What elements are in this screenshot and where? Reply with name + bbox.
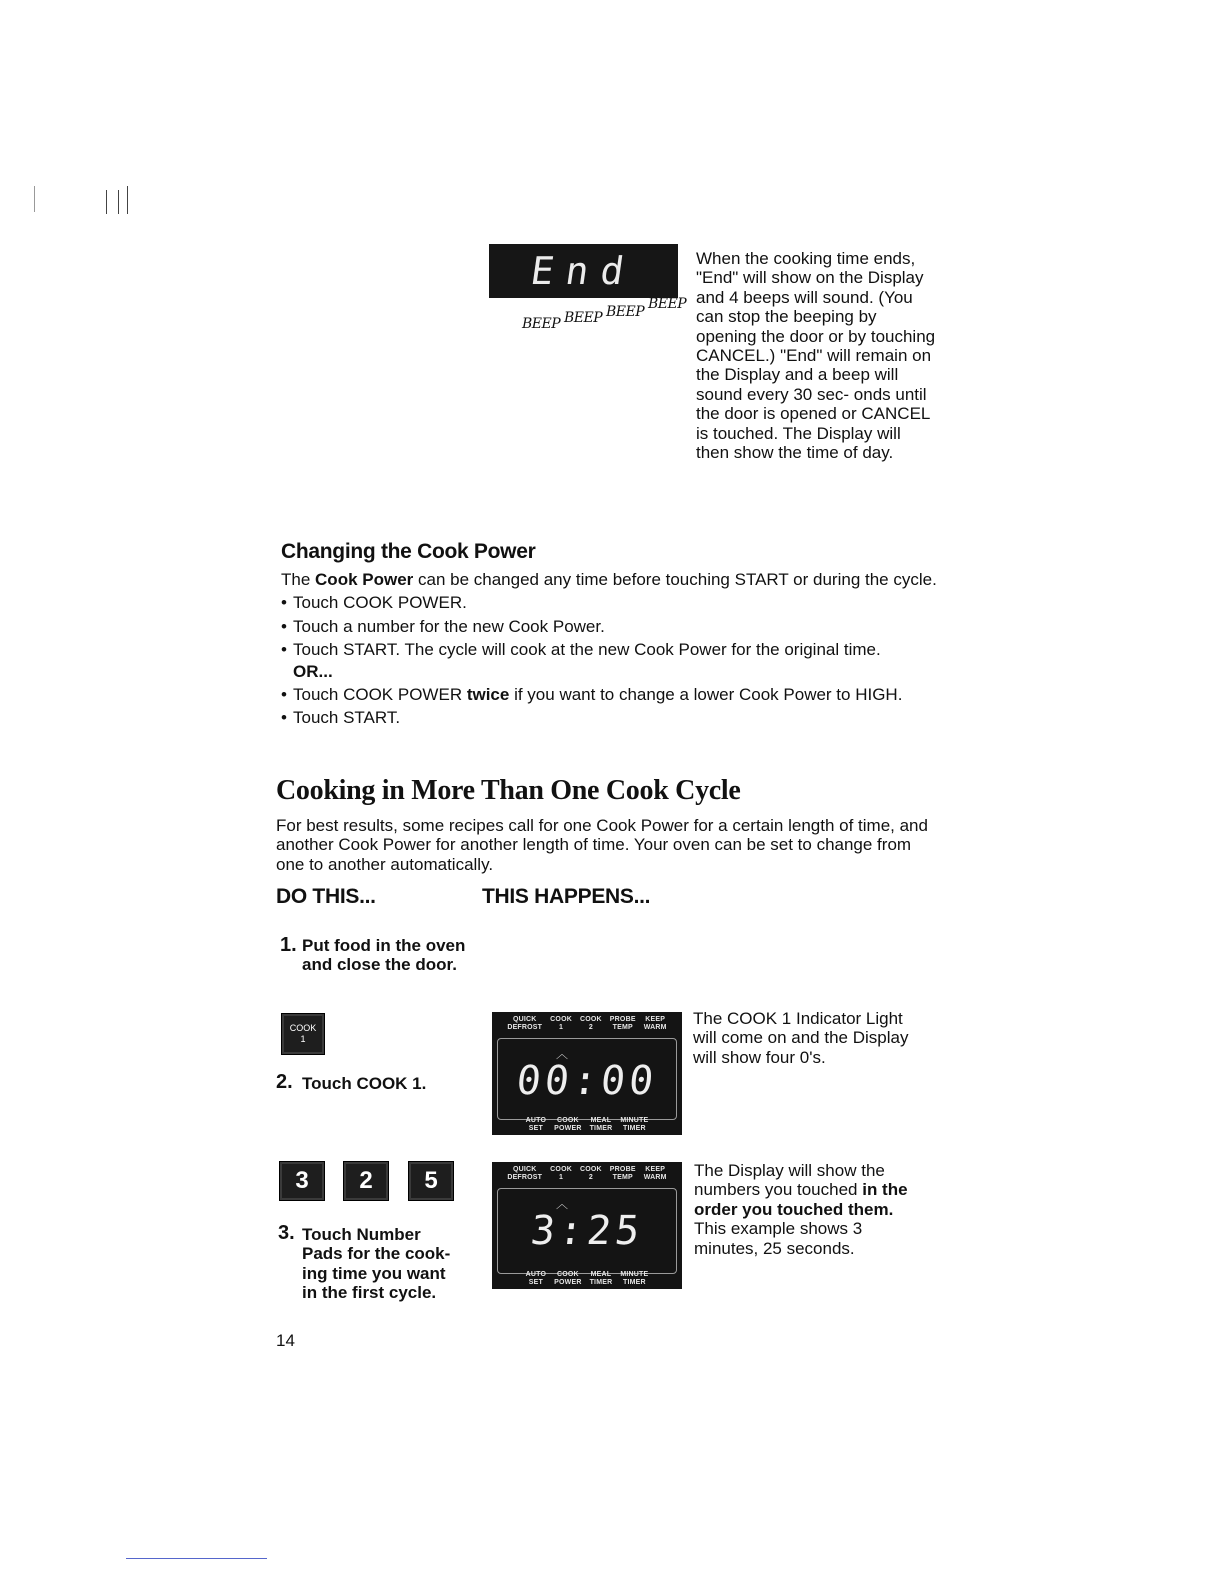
panel-label: QUICK DEFROST — [507, 1016, 543, 1031]
beep-word: BEEP — [606, 304, 645, 320]
cook-cycle-intro: For best results, some recipes call for one Cook Power for a certain length of time, and another Cook Power for another length of time. Your oven can be set to change from one to another automatically. — [276, 816, 928, 874]
step-instruction: Put food in the oven and close the door. — [302, 936, 466, 975]
end-note-paragraph: When the cooking time ends, "End" will show on the Display and 4 beeps will sound. (You can stop the beeping by opening the door or by touching CANCEL.) "End" will remain on the Display and a beep will sound every 30 sec- onds until the door is opened or CANCEL is touched. The Display will then show the time of day. — [696, 249, 936, 463]
panel-label: KEEP WARM — [643, 1016, 667, 1031]
scan-mark — [127, 186, 128, 214]
this-happens-heading: THIS HAPPENS... — [482, 885, 651, 908]
indicator-caret-icon: ︿ — [556, 1047, 569, 1061]
panel-label: AUTO SET — [525, 1117, 547, 1132]
beep-lettering — [522, 296, 692, 344]
page-number: 14 — [276, 1331, 295, 1350]
changing-cook-power-heading: Changing the Cook Power — [281, 540, 536, 563]
cook-cycle-heading: Cooking in More Than One Cook Cycle — [276, 775, 741, 806]
panel-label: MINUTE TIMER — [620, 1271, 649, 1286]
step-number: 2. — [276, 1071, 293, 1093]
panel-label: MINUTE TIMER — [620, 1117, 649, 1132]
do-this-heading: DO THIS... — [276, 885, 376, 908]
end-display-text: End — [528, 249, 639, 293]
step-instruction: Touch Number Pads for the cook- ing time you want in the first cycle. — [302, 1225, 451, 1303]
indicator-caret-icon: ︿ — [556, 1197, 569, 1211]
keypad-label: 1 — [300, 1034, 306, 1044]
panel-label: COOK 2 — [579, 1016, 602, 1031]
changing-steps-list — [281, 593, 941, 659]
beep-word: BEEP — [522, 316, 561, 332]
panel-label: KEEP WARM — [643, 1166, 667, 1181]
panel-label: COOK 2 — [579, 1166, 602, 1181]
number-pad-5[interactable]: 5 — [408, 1161, 454, 1201]
keypad-label: COOK — [289, 1023, 317, 1033]
list-item: • Touch START. — [281, 708, 941, 727]
scan-mark — [106, 190, 107, 214]
panel-screen — [497, 1038, 677, 1120]
changing-steps-list-alt — [281, 685, 941, 728]
beep-word: BEEP — [564, 310, 603, 326]
panel-label: COOK 1 — [550, 1016, 572, 1031]
panel-label: QUICK DEFROST — [507, 1166, 543, 1181]
panel-bottom-labels — [492, 1271, 682, 1286]
step-number: 3. — [278, 1222, 295, 1244]
step-3-result: The Display will show the numbers you touched in the order you touched them. This example shows 3 minutes, 25 seconds. — [694, 1161, 908, 1258]
scan-mark — [118, 190, 119, 214]
step-2-result: The COOK 1 Indicator Light will come on and the Display will show four 0's. — [693, 1009, 909, 1067]
control-panel-display — [492, 1012, 682, 1135]
or-divider-text: OR... — [293, 661, 333, 681]
changing-intro: The Cook Power can be changed any time before touching START or during the cycle. — [281, 570, 937, 589]
cook-1-keypad[interactable] — [281, 1013, 325, 1055]
end-display-graphic — [489, 244, 678, 298]
panel-label: PROBE TEMP — [609, 1016, 636, 1031]
footer-rule — [126, 1558, 267, 1559]
panel-top-labels — [492, 1012, 682, 1031]
panel-label: PROBE TEMP — [609, 1166, 636, 1181]
panel-label: COOK POWER — [554, 1271, 582, 1286]
control-panel-display — [492, 1162, 682, 1289]
beep-word: BEEP — [648, 296, 687, 312]
panel-label: COOK POWER — [554, 1117, 582, 1132]
list-item: • Touch COOK POWER. — [281, 593, 941, 612]
step-number: 1. — [280, 934, 297, 956]
list-item: • Touch COOK POWER twice if you want to change a lower Cook Power to HIGH. — [281, 685, 941, 704]
panel-top-labels — [492, 1162, 682, 1181]
panel-label: COOK 1 — [550, 1166, 572, 1181]
panel-screen — [497, 1188, 677, 1274]
panel-label: MEAL TIMER — [589, 1117, 613, 1132]
list-item: • Touch a number for the new Cook Power. — [281, 617, 941, 636]
scan-mark — [34, 186, 35, 212]
panel-label: MEAL TIMER — [589, 1271, 613, 1286]
changing-cook-power-body — [281, 570, 941, 728]
panel-digits: 00:00 — [514, 1058, 660, 1104]
panel-label: AUTO SET — [525, 1271, 547, 1286]
step-instruction: Touch COOK 1. — [302, 1074, 427, 1093]
list-item: • Touch START. The cycle will cook at the new Cook Power for the original time. — [281, 640, 941, 659]
number-pad-3[interactable]: 3 — [279, 1161, 325, 1201]
number-pad-2[interactable]: 2 — [343, 1161, 389, 1201]
panel-digits: 3:25 — [528, 1208, 646, 1254]
panel-bottom-labels — [492, 1117, 682, 1132]
